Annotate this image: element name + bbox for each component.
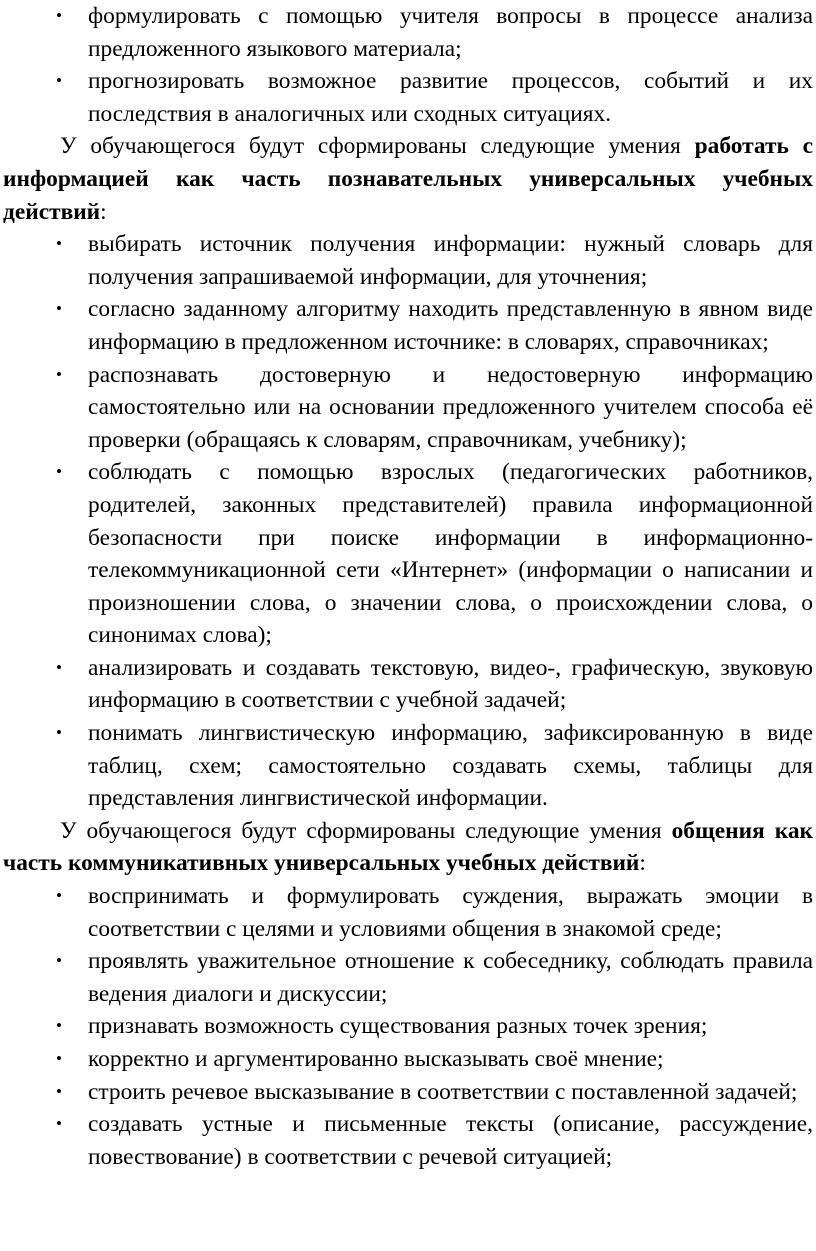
list-item: • формулировать с помощью учителя вопросы в процессе анализа предложенного языкового материала;	[3, 0, 813, 65]
list-item: • распознавать достоверную и недостоверную информацию самостоятельно или на основании предложенного учителем способа её проверки (обращаясь к словарям, справочникам, учебнику);	[3, 359, 813, 457]
bullet-icon: •	[56, 886, 62, 906]
list-item: • соблюдать с помощью взрослых (педагогических работников, родителей, законных представителей) правила информационной безопасности при поиске информации в информационно-телекоммуникационной сети «Интернет» (информации о написании и произношении слова, о значении слова, о происхождении слова, о синонимах слова);	[3, 456, 813, 652]
bullet-icon: •	[56, 723, 62, 743]
bullet-list-cognitive	[3, 0, 813, 130]
bullet-icon: •	[56, 657, 62, 677]
list-item: • прогнозировать возможное развитие процессов, событий и их последствия в аналогичных или сходных ситуациях.	[3, 65, 813, 130]
bullet-icon: •	[56, 299, 62, 319]
bullet-icon: •	[56, 462, 62, 482]
bullet-icon: •	[56, 951, 62, 971]
list-item: • согласно заданному алгоритму находить представленную в явном виде информацию в предложенном источнике: в словарях, справочниках;	[3, 293, 813, 358]
bold-heading-communication: общения как часть коммуникативных универсальных учебных действий	[3, 817, 813, 877]
list-item: • понимать лингвистическую информацию, зафиксированную в виде таблиц, схем; самостоятельно создавать схемы, таблицы для представления лингвистической информации.	[3, 717, 813, 815]
bullet-list-communication	[3, 880, 813, 1173]
list-item: • проявлять уважительное отношение к собеседнику, соблюдать правила ведения диалоги и дискуссии;	[3, 945, 813, 1010]
paragraph-information-skills: У обучающегося будут сформированы следующие умения работать с информацией как часть познавательных универсальных учебных действий:	[3, 133, 814, 225]
list-item: • строить речевое высказывание в соответствии с поставленной задачей;	[3, 1076, 813, 1109]
bullet-icon: •	[56, 364, 62, 384]
bullet-icon: •	[56, 234, 62, 254]
bold-heading-information: работать с информацией как часть познавательных универсальных учебных действий	[3, 133, 814, 225]
bullet-icon: •	[56, 6, 62, 25]
list-item: • создавать устные и письменные тексты (описание, рассуждение, повествование) в соответствии с речевой ситуацией;	[3, 1108, 813, 1173]
bullet-icon: •	[56, 1049, 62, 1068]
bullet-icon: •	[56, 71, 62, 91]
bullet-icon: •	[56, 1114, 62, 1134]
list-item: • воспринимать и формулировать суждения, выражать эмоции в соответствии с целями и условиями общения в знакомой среде;	[3, 880, 813, 945]
paragraph-communication-skills: У обучающегося будут сформированы следующие умения общения как часть коммуникативных универсальных учебных действий:	[3, 817, 813, 877]
bullet-list-information	[3, 228, 813, 815]
bullet-icon: •	[56, 1016, 62, 1036]
list-item: • признавать возможность существования разных точек зрения;	[3, 1010, 813, 1043]
document-page	[3, 0, 813, 1173]
list-item: • корректно и аргументированно высказывать своё мнение;	[3, 1043, 813, 1076]
list-item: • выбирать источник получения информации: нужный словарь для получения запрашиваемой информации, для уточнения;	[3, 228, 813, 293]
list-item: • анализировать и создавать текстовую, видео-, графическую, звуковую информацию в соответствии с учебной задачей;	[3, 652, 813, 717]
bullet-icon: •	[56, 1081, 62, 1101]
